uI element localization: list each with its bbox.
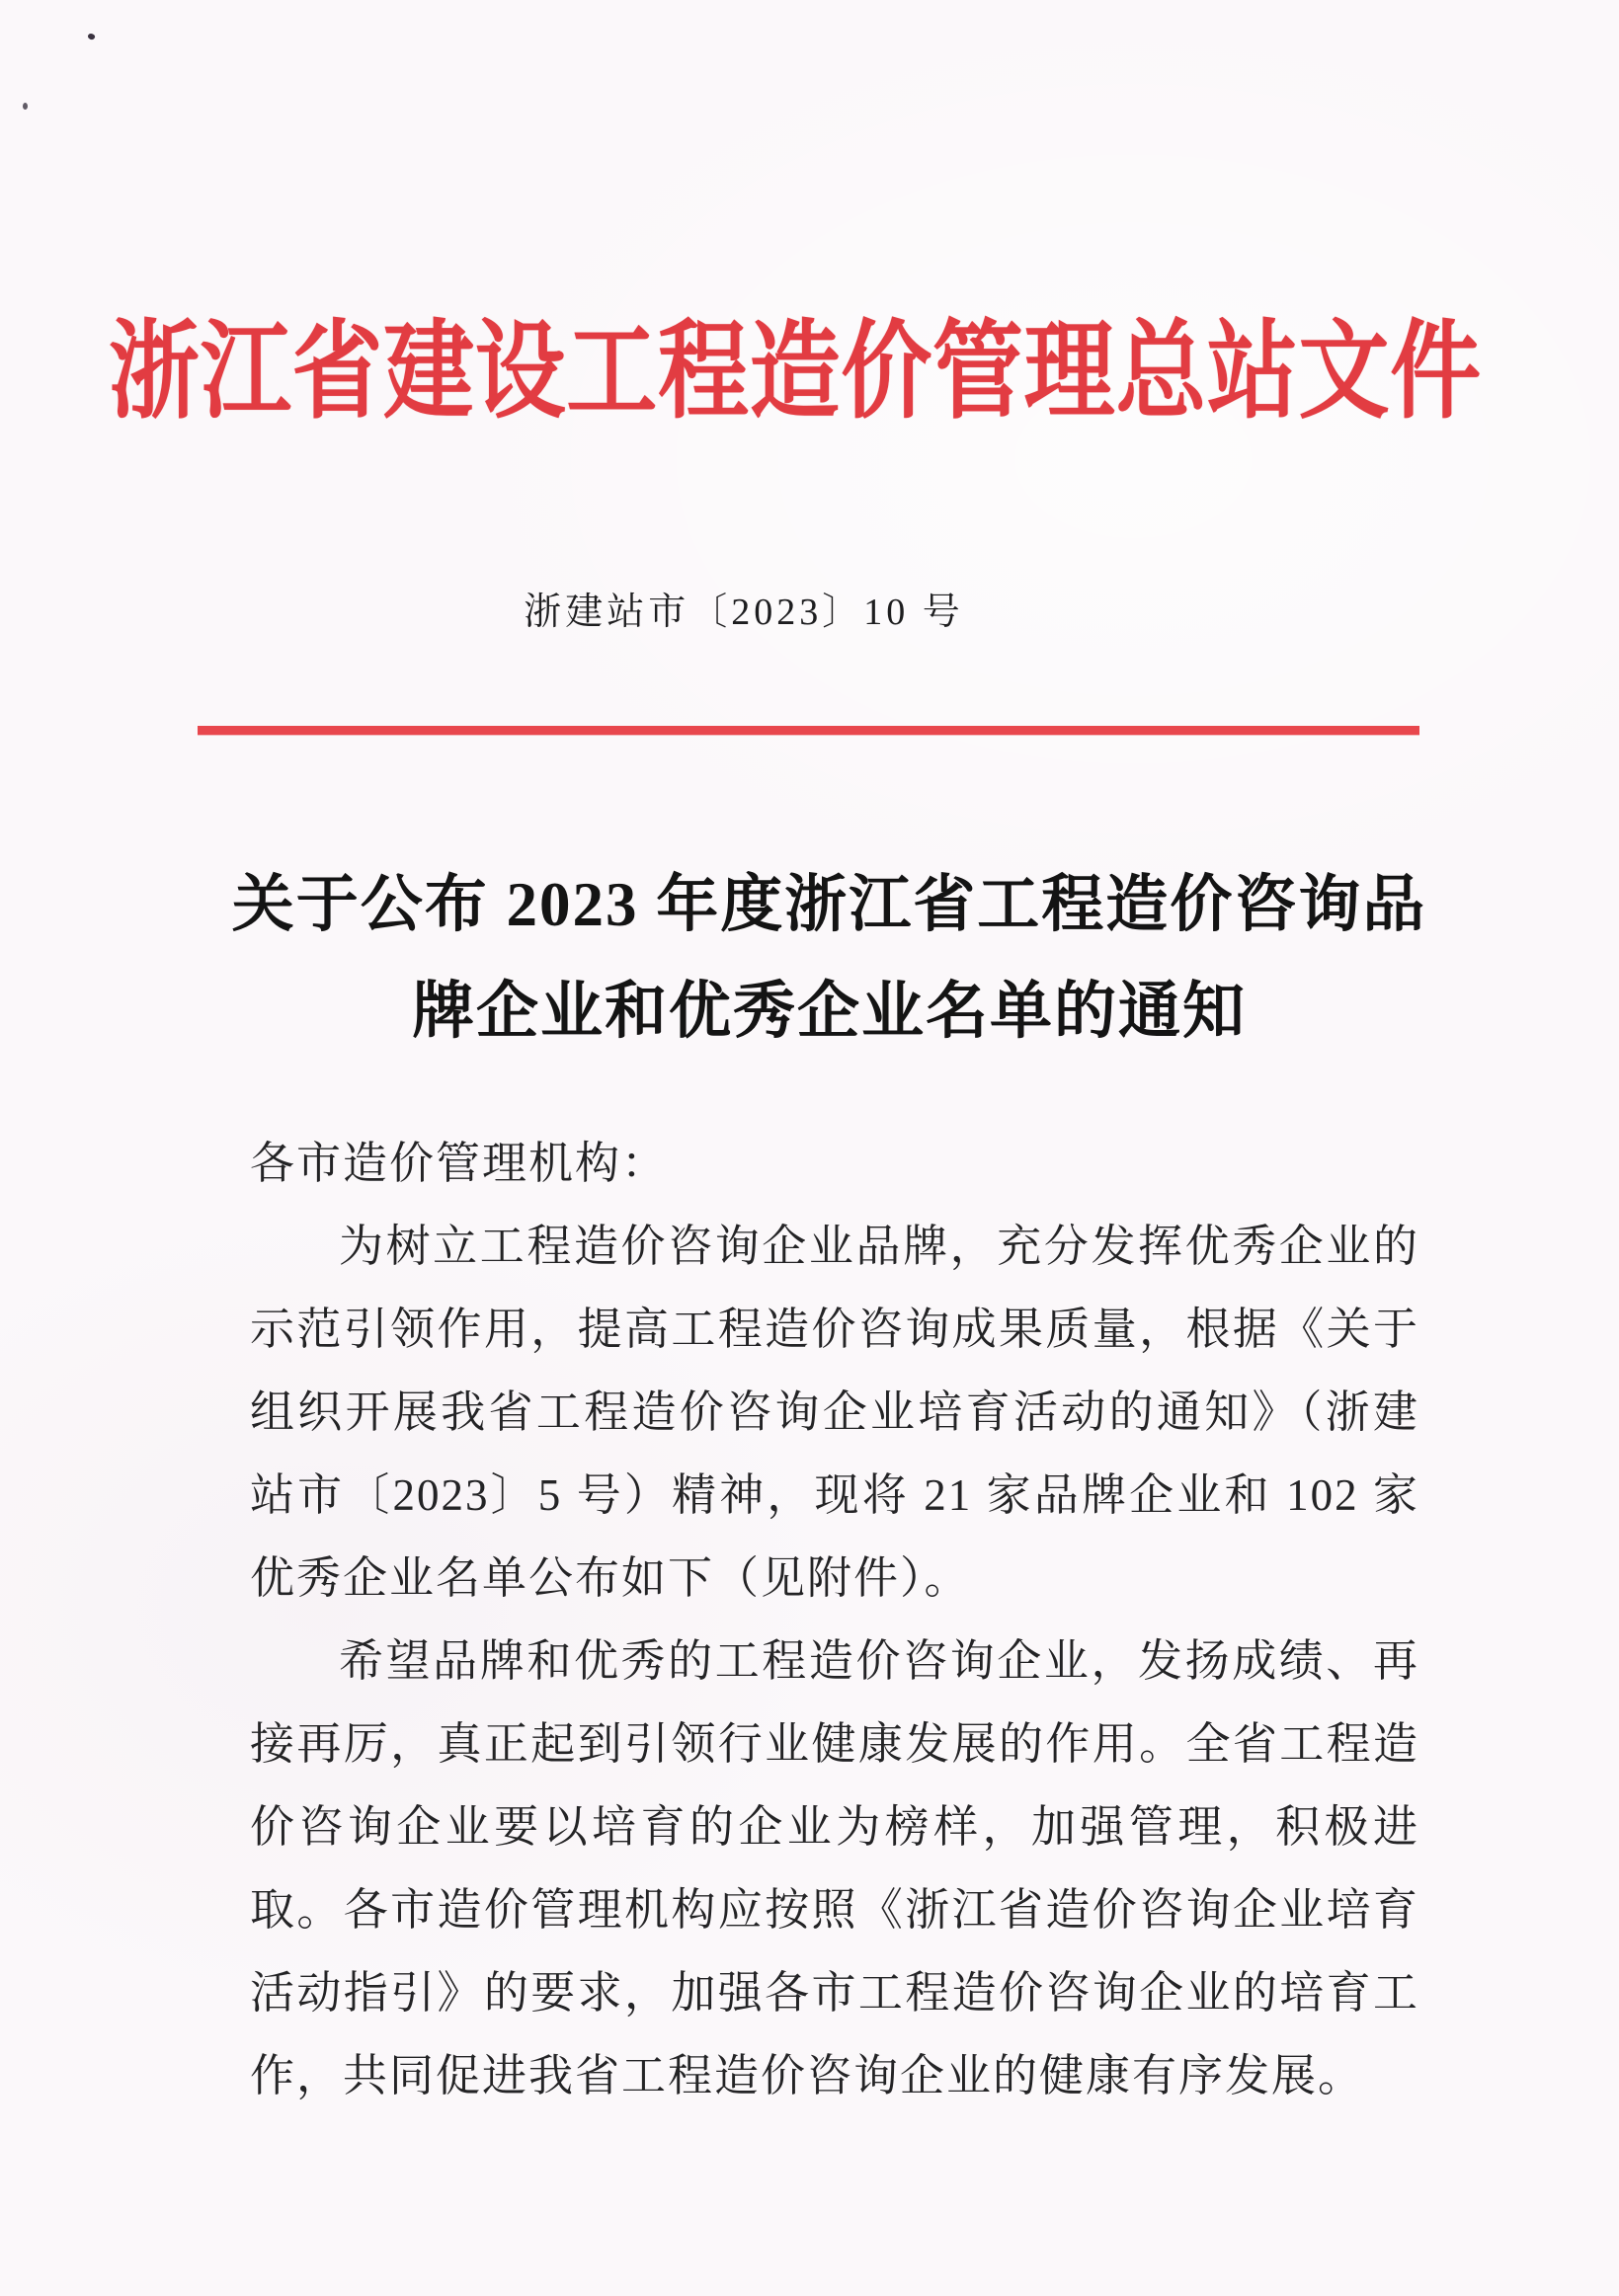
document-title-line1: 关于公布 2023 年度浙江省工程造价咨询品 — [231, 870, 1427, 939]
document-title — [40, 851, 1619, 1065]
agency-letterhead-title: 浙江省建设工程造价管理总站文件 — [109, 314, 1482, 432]
body-paragraph-2: 希望品牌和优秀的工程造价咨询企业，发扬成绩、再接再厉，真正起到引领行业健康发展的作用。全省工程造价咨询企业要以培育的企业为榜样，加强管理，积极进取。各市造价管理机构应按照《浙江省造价咨询企业培育活动指引》的要求，加强各市工程造价咨询企业的培育工作，共同促进我省工程造价咨询企业的健康有序发展。 — [250, 1636, 1419, 2100]
document-body — [250, 1122, 1419, 2117]
salutation: 各市造价管理机构： — [250, 1139, 669, 1188]
red-divider-line — [198, 726, 1419, 735]
body-paragraph-1: 为树立工程造价咨询企业品牌，充分发挥优秀企业的示范引领作用，提高工程造价咨询成果质量，根据《关于组织开展我省工程造价咨询企业培育活动的通知》（浙建站市〔2023〕5 号）精神，现将 21 家品牌企业和 102 家优秀企业名单公布如下（见附件）。 — [250, 1222, 1419, 1603]
document-title-line2: 牌企业和优秀企业名单的通知 — [412, 977, 1247, 1046]
document-number: 浙建站市〔2023〕10 号 — [524, 592, 964, 633]
scan-speck — [87, 33, 96, 41]
scan-speck — [23, 103, 28, 110]
